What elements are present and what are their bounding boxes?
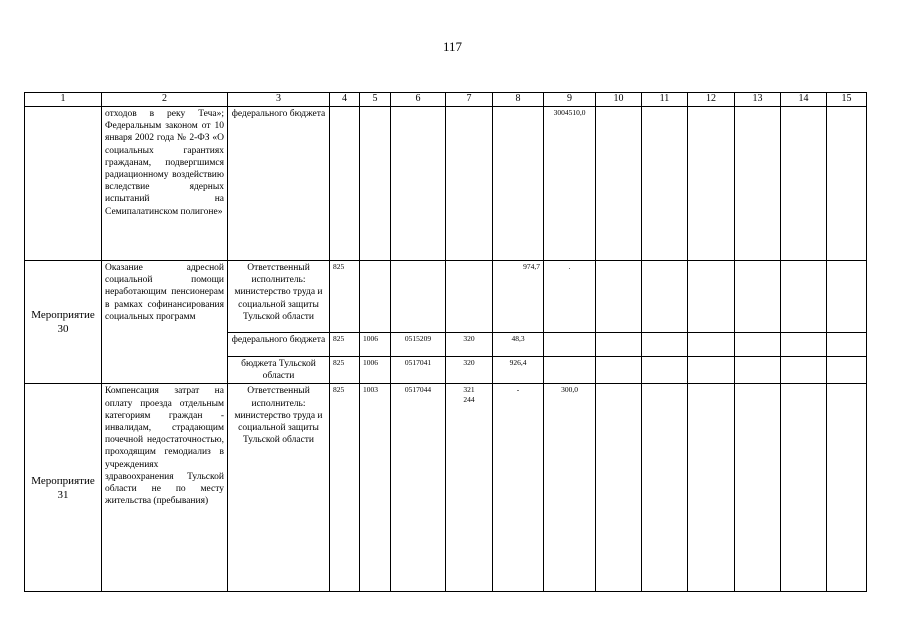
- event31-label: Мероприятие 31: [25, 384, 102, 592]
- event30-r3-c8: 926,4: [493, 357, 544, 384]
- col-header-11: 11: [642, 93, 688, 107]
- event30-r3-c7: 320: [446, 357, 493, 384]
- event30-r3-c6: 0517041: [391, 357, 446, 384]
- event30-r3-c5: 1006: [360, 357, 391, 384]
- col-header-7: 7: [446, 93, 493, 107]
- row-top-col9: 3004510,0: [544, 107, 596, 261]
- event30-r3-c4: 825: [330, 357, 360, 384]
- row-top-funding: федерального бюджета: [228, 107, 330, 261]
- col-header-15: 15: [827, 93, 867, 107]
- event30-r3-funding: бюджета Тульской области: [228, 357, 330, 384]
- col-header-5: 5: [360, 93, 391, 107]
- col-header-12: 12: [688, 93, 735, 107]
- table-row: [25, 107, 867, 261]
- event30-r2-c8: 48,3: [493, 333, 544, 357]
- event31-description: Компенсация затрат на оплату проезда отдельным категориям граждан - инвалидам, страдающим почечной недостаточностью, проходящим гемодиализ в учреждениях здравоохранения Тульской области не по месту жительства (пребывания): [102, 384, 228, 592]
- event30-r1-c8: 974,7: [493, 261, 544, 333]
- event30-r1-c6: [391, 261, 446, 333]
- event31-c4: 825: [330, 384, 360, 592]
- row-top-description: отходов в реку Теча»; Федеральным законом от 10 января 2002 года № 2-ФЗ «О социальных гарантиях гражданам, подвергшимся радиационному воздействию вследствие ядерных испытаний на Семипалатинском полигоне»: [102, 107, 228, 261]
- col-header-13: 13: [735, 93, 781, 107]
- col-header-1: 1: [25, 93, 102, 107]
- row-top-col1: [25, 107, 102, 261]
- event30-r1-c4: 825: [330, 261, 360, 333]
- event30-r2-funding: федерального бюджета: [228, 333, 330, 357]
- col-header-14: 14: [781, 93, 827, 107]
- budget-table: [24, 92, 867, 592]
- header-row: [25, 93, 867, 107]
- col-header-9: 9: [544, 93, 596, 107]
- event31-c7: [446, 384, 493, 592]
- event30-r2-c6: 0515209: [391, 333, 446, 357]
- event31-c7-line1: 321: [463, 385, 475, 395]
- col-header-3: 3: [228, 93, 330, 107]
- event30-label: Мероприятие 30: [25, 261, 102, 384]
- event30-r1-c7: [446, 261, 493, 333]
- event31-c5: 1003: [360, 384, 391, 592]
- event30-r1-executor: Ответственный исполнитель: министерство труда и социальной защиты Тульской области: [228, 261, 330, 333]
- event31-c9: 300,0: [544, 384, 596, 592]
- col-header-4: 4: [330, 93, 360, 107]
- event31-c8: -: [493, 384, 544, 592]
- event30-r2-c7: 320: [446, 333, 493, 357]
- event30-r1-c9: .: [544, 261, 596, 333]
- event31-c7-line2: 244: [463, 395, 475, 405]
- col-header-10: 10: [596, 93, 642, 107]
- event30-r2-c5: 1006: [360, 333, 391, 357]
- event31-executor: Ответственный исполнитель: министерство труда и социальной защиты Тульской области: [228, 384, 330, 592]
- table-row: [25, 261, 867, 333]
- page-number: 117: [442, 39, 463, 54]
- col-header-6: 6: [391, 93, 446, 107]
- col-header-2: 2: [102, 93, 228, 107]
- col-header-8: 8: [493, 93, 544, 107]
- event30-r2-c4: 825: [330, 333, 360, 357]
- table-row: [25, 384, 867, 592]
- event30-r1-c5: [360, 261, 391, 333]
- event31-c6: 0517044: [391, 384, 446, 592]
- event30-description: Оказание адресной социальной помощи неработающим пенсионерам в рамках софинансирования социальных программ: [102, 261, 228, 384]
